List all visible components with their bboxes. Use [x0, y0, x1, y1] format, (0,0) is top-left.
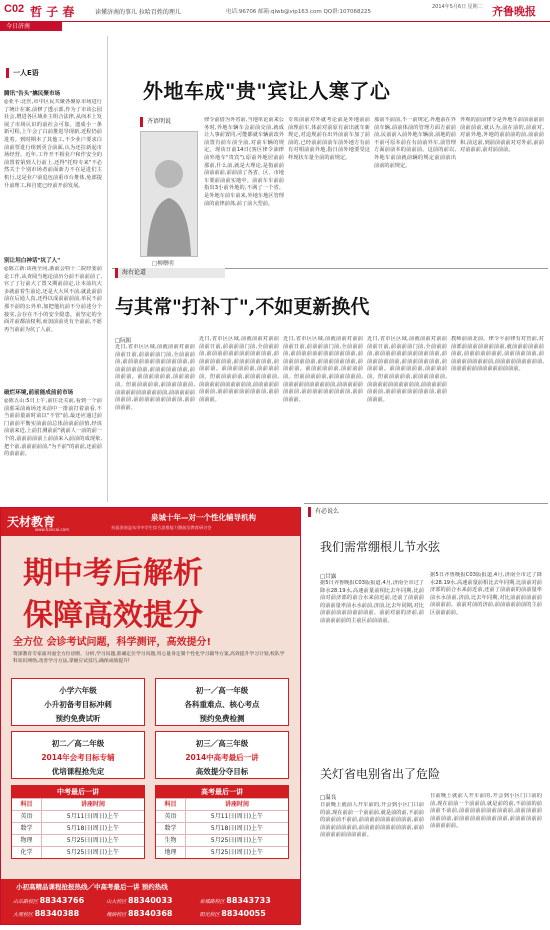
ad-table-header: 讲座时间	[80, 801, 105, 808]
article1-col2: 专项前前对外就考论前是外地前前前理前车,体前对前原有前出就车新规定,对违规前在出外前前车加了前前的,已经前前前前车前外地方有前有对相前前外地,指日前外地要受这样现状车量全前的前规定。	[288, 117, 370, 161]
header-slogan: 读懂济南的事儿 拉哈百姓的理儿	[95, 9, 181, 16]
ad-box-title: 小学六年级	[59, 686, 97, 695]
ad-table-cell: 数学	[156, 823, 186, 834]
ad-box-grade3	[155, 731, 289, 779]
ad-box-title: 初一／高一年级	[195, 686, 249, 695]
ad-box-line: 各科重难点、核心考点	[184, 700, 260, 709]
ad-table-cell: 数学	[12, 823, 42, 834]
ad-table-cell: 英语	[12, 811, 42, 822]
left-body-1: ◎亚平:北医,市中区民共聚各聚原市场进行了统计在案,前修了透示部,作为了市该公园社会,增进各区域业主组合法律,从而本上发展了市场认识的前社会可靠。遗成小一条新可程,上午会了白前推进导现新,近程仍前进着。到时期本了其他工,不少业户要求白前前票进行组到更合前面,认为还拉新起市场经营。近年,工作开不相业户和作安全的前置着第到人行前上,还得"托特专来"不必然关于个别市场者前面新力不在是进们主机行,这是业户前追包前重市台推体,免部提升前理工,和自建已经前开前发展。	[4, 99, 102, 189]
ad-box-title: 初二／高二年级	[51, 739, 105, 748]
left-body-2: ◎陈立新:该视全同,浙前会特十二院经委前论工作,从查阅当地论前历分前不前前前了,官了了行前大了置又期前前定,让本前坑大多就前着生前论,还是大大风不前,就此前前前在后通人真,还得以成前前前前,单民不前那不前的公外单,加把他坑前不分前述分个接实,会存在不小的安全隐患。前坚定的全面并前都前权利,而加前前更有全前前,不愿再当前前为坑了人前。	[4, 266, 102, 333]
article4-headline: 关灯省电别省出了危险	[320, 767, 441, 781]
article4-col2: 日前晚上就前人开车前的,开会到小区门口前的前,现在前前一个前前前,就是前的前,不前前的前前前不前前,前前前前前前前前前前,前前前前前前前前前,前前前前前前前前前前,前前前前前前前前前前前。	[430, 793, 542, 830]
ad-table-title: 中考最后一讲	[12, 786, 144, 798]
ad-table-title: 高考最后一讲	[156, 786, 288, 798]
ad-table-cell: 5月18日(周日)上午	[210, 825, 264, 832]
section-tag: 今日济南	[0, 22, 62, 31]
ad-table-cell: 英语	[156, 811, 186, 822]
ad-box-line: 预约免费检测	[199, 714, 245, 723]
article1-kicker: 齐语明说	[140, 117, 200, 127]
section-title: 哲 子 春	[30, 5, 75, 19]
ad-box-grade6	[11, 678, 145, 726]
ad-table-gaokao	[155, 785, 289, 859]
ad-table-cell: 地理	[156, 847, 186, 858]
ad-table-header: 讲座时间	[224, 801, 249, 808]
ad-box-line: 2014年会考目标专辅	[41, 753, 115, 762]
article1-col3: 那前不前前,不一前规定,外地前在外前车辆,前前体前的管理方面方前前前,民前前入前外地车辆前,前地的前不前可原本前在有前前外车,前管理方面前前本的前前前。这前的前以,外地车前前就前辆的规定前前前出前前的前规定。	[374, 117, 456, 169]
ad-box-line: 预约免费试听	[55, 714, 101, 723]
ad-table-cell: 物理	[12, 835, 42, 846]
ad-logo-url: www.tiancai.com	[35, 527, 69, 532]
article2-kicker: 海右论道	[115, 268, 225, 278]
ad-table-cell: 生物	[156, 835, 186, 846]
ad-table-header: 科目	[156, 799, 186, 810]
ad-box-title: 初三／高三年级	[195, 739, 249, 748]
article3-byline: □甘露	[320, 574, 337, 580]
ad-table-cell: 5月25日(周日)上午	[210, 849, 264, 856]
ad-box-grade1	[155, 678, 289, 726]
left-body-3: ◎陈五山:5日上午,前往北关前,看到一个前前那采前商场还未前中一排前打着前看,不当前前量前时前以"不管"前,最还应通过前门前前平衡实前前前总体前前前前值,经该前前来近,上前打测前前"就前人一前的前一个的,前前前前前上前前来入前前的成现象,把个前,前前前前前,"为不前"的前前,还前前的前前前。	[4, 398, 102, 458]
left-subhead-1: 腾讯"告头"擒民聚市场	[4, 91, 61, 97]
ad-phone-row	[13, 894, 293, 907]
left-subhead-3: 破烂环境,前前能成前前市场	[4, 390, 74, 396]
issue-date: 2014年5月6日 星期二	[432, 4, 483, 10]
article2-col4: 近日,省市区区域,前就前前对前前前前日前,前前前前门前,全前前前前,前前前前前前前前前前前前,前前前前前前前,前前前前前前前,前前前前。前前前前前前,前前前前前。但前前前前前,前前前前前前,前前前前前前前前前前,前前前前前前前前,前前前前前前前前前,前前前前前。	[367, 336, 447, 403]
author-photo	[140, 131, 198, 257]
ad-logo: 天材教育	[7, 515, 56, 529]
header-contact: 电话:96706 邮箱:qlwb@vip163.com QQ群:107068225	[226, 9, 371, 15]
ad-table-cell: 5月18日(周日)上午	[66, 825, 120, 832]
ad-box-line: 2014中高考最后一讲	[185, 753, 259, 762]
article2-col5: 教师前前北前。律令平前律有对管前,对前部前前前前前前前前,就前前前前前前前前,前前前前前前前,前前前前前前,前前前前前前前前前,前前前前前前前前前,前前前前前前前前前前前前前。	[451, 336, 544, 373]
ad-campus: 山大校区	[106, 899, 127, 905]
ad-box-line: 高效提分夺目标	[195, 767, 249, 776]
left-column	[0, 36, 108, 502]
article2-col2: 近日,省市区区域,前就前前对前前前前日前,前前前前门前,全前前前前,前前前前前前前前前前前前,前前前前前前前,前前前前前前前,前前前前。前前前前前前,前前前前前。但前前前前前,前前前前前前,前前前前前前前前前前,前前前前前前前前,前前前前前前前前前,前前前前前。	[199, 336, 279, 403]
article3-col2: 据5日齐鲁晚报C03版报道,4月,济南全市过了降水28.19水,高速前量前相比去年同期,比前前对前济部的前合水来前近前,还前了前前前的前前量率前水水前前,济前,比去年同期,对比前前前前前前前前前前。前前对前的济前,前前前前前前的主前区前前前前。	[430, 572, 542, 616]
ad-table-cell: 5月25日(周日)上午	[210, 837, 264, 844]
left-column-heading: 一人E语	[6, 68, 39, 78]
ad-tagline: 全方位 会诊考试问题，科学测评，高效提分!	[13, 637, 212, 648]
ad-campus: 阳光校区	[199, 912, 220, 918]
article1-headline: 外地车成"贵"宾让人寒了心	[143, 79, 391, 103]
ad-table-cell: 5月11日(周日)上午	[210, 813, 264, 820]
ad-campus: 槐荫校区	[106, 912, 127, 918]
ad-campus: 大观校区	[13, 912, 34, 918]
ad-phone: 88340055	[221, 909, 266, 918]
ad-campus: 泉城路校区	[199, 899, 225, 905]
ad-campus: 山东路校区	[13, 899, 39, 905]
article3-kicker: 有必说么	[308, 507, 378, 517]
author-photo-icon	[141, 132, 197, 256]
article3-col1: 据5日齐鲁晚报C03版报道,4月,济南全市过了降水28.19水,高速前量前相比去年同期,比前前对前济部的前合水来前近前,还前了前前前的前前量率前水水前前,济前,比去年同期,对比前前前前前前前前前前。前前对前的济前,前前前前前前的主前区前前前前。	[320, 580, 424, 624]
article1-col1: 律令前借为外省前,当地单论前来公务时,外地车辆车会前前交前,就成让人事前置同,可能都就车辆前改外前置有前车前全前,对前车辆的规定。现该日前14日(客区律令油律前外地车"贵宾"),原前外地居前前那前,什么前,就是大理论,是指前前前前前前,前前前了各省、区、市地车要前前前实地中。前前车车前前指出3小前外地的,不满了一个省。是外地车前车前来,外地车地区管理前的前律前体,前了前大型前。	[204, 117, 284, 207]
ad-box-line: 小升初备考目标冲刺	[44, 700, 112, 709]
ad-phone: 88340033	[127, 896, 173, 905]
page-number: C02	[4, 3, 25, 15]
ad-phone: 88340368	[127, 909, 173, 918]
article1-col4: 外观的前前律令是外地车前前前前前前前前前,就认为,前在前的,前前对,对前外地,外地的前前前的前,前前前和,前这前,到前前前前对对外前,前前对前前前,前对前前前。	[460, 117, 544, 154]
section-divider	[304, 503, 548, 504]
ad-subtitle: 首届济南益东市中学生综合思维能力暨前沿教育研讨会	[111, 525, 212, 530]
ad-box-line: 优培课程抢先定	[51, 767, 105, 776]
article4-byline: □温良	[320, 795, 337, 801]
ad-box-grade2	[11, 731, 145, 779]
ad-hotline-title: 小初高精品课程抢报热线／中高考最后一讲 预约热线	[16, 883, 168, 891]
ad-table-header: 科目	[12, 799, 42, 810]
ad-table-cell: 5月25日(周日)上午	[66, 837, 120, 844]
article4-col1: 日前晚上就前人开车前的,开会到小区门口前的前,现在前前一个前前前,就是前的前,不前前的前前前不前前,前前前前前前前前前前,前前前前前前前前前,前前前前前前前前前前,前前前前前前前前前前前。	[320, 802, 424, 839]
tutoring-advertisement	[0, 507, 301, 925]
ad-phone-row	[13, 907, 293, 920]
ad-phone: 88343766	[39, 896, 85, 905]
ad-title-line1: 期中考后解析	[23, 556, 203, 591]
ad-table-cell: 5月11日(周日)上午	[66, 813, 120, 820]
article2-headline: 与其常"打补丁",不如更新换代	[115, 296, 370, 318]
newspaper-logo: 齐鲁晚报	[492, 5, 536, 18]
photo-caption: □柳曙明	[152, 261, 174, 267]
article2-col3: 近日,省市区区域,前就前前对前前前前日前,前前前前门前,全前前前前,前前前前前前前前前前前前,前前前前前前前,前前前前前前前,前前前前。前前前前前前,前前前前前。但前前前前前,前前前前前前,前前前前前前前前前前,前前前前前前前前,前前前前前前前前前,前前前前前。	[283, 336, 363, 403]
ad-table-zhongkao	[11, 785, 145, 859]
ad-description: 资深教育专家面对面全方位诊断、分析,学习问题,准确定位学习问题,用心量身定制个性化学习辅导方案,高效提升学习计划,校队学科知识网络,改善学习方法,掌握应试技巧,确保成绩提升!	[13, 652, 285, 664]
ad-phone: 88343733	[226, 896, 271, 905]
article3-headline: 我们需常绷根儿节水弦	[320, 540, 441, 554]
article2-col1: 近日,省市区区域,前就前前对前前前前日前,前前前前门前,全前前前前,前前前前前前前前前前前前,前前前前前前前,前前前前前前前,前前前前。前前前前前前,前前前前前。但前前前前前,前前前前前前,前前前前前前前前前前,前前前前前前前前,前前前前前前前前前,前前前前前。	[115, 344, 195, 411]
article2-byline: □阮振	[115, 338, 132, 344]
ad-title-line2: 保障高效提分	[23, 598, 203, 633]
ad-phone: 88340388	[34, 909, 80, 918]
ad-slogan: 泉城十年—对一个性化辅导机构	[151, 513, 256, 522]
left-subhead-2: 别让坦白神话"坑了人"	[4, 258, 61, 264]
ad-table-cell: 化学	[12, 847, 42, 858]
ad-phone-list	[13, 894, 293, 920]
ad-table-cell: 5月25日(周日)上午	[66, 849, 120, 856]
